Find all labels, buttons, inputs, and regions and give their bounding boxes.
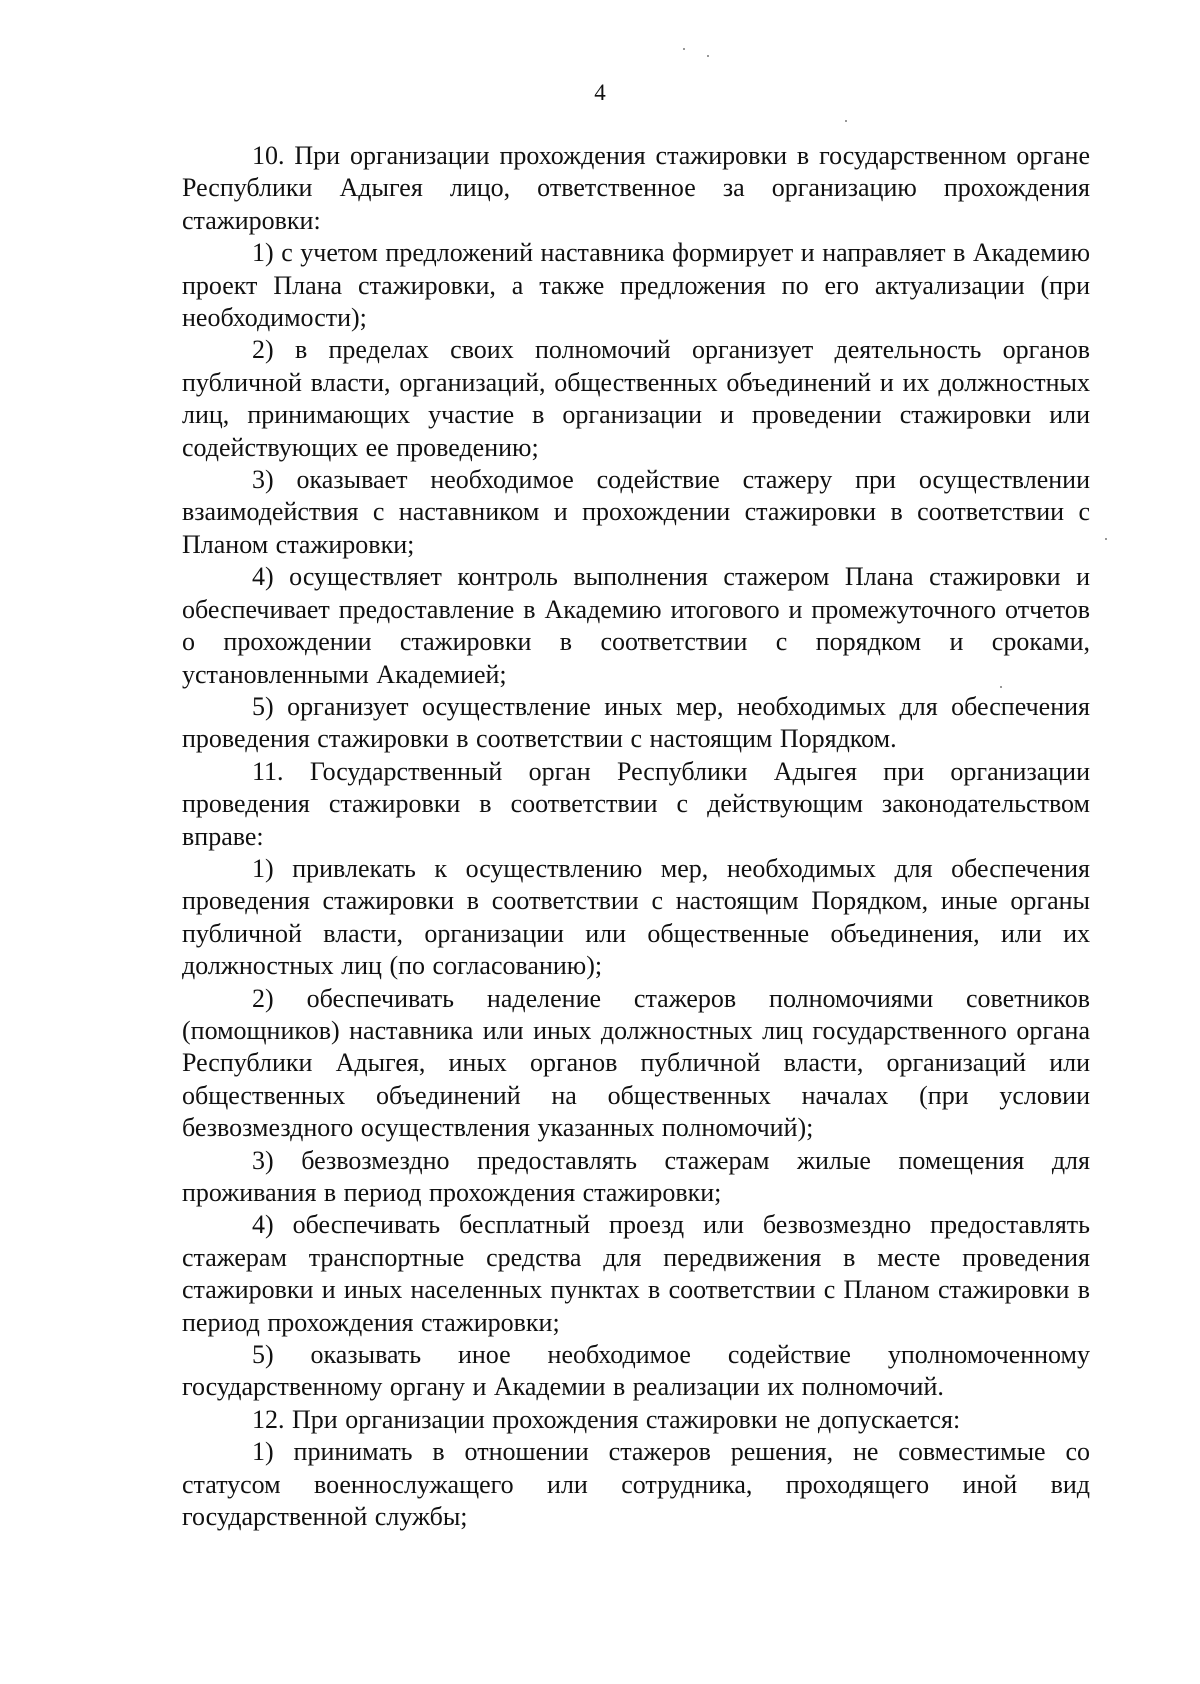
paragraph-10-intro: 10. При организации прохождения стажировки в государственном органе Республики Адыгея лицо, ответственное за организацию прохождения стажировки:: [182, 141, 1090, 235]
paragraph-10-item-1: 1) с учетом предложений наставника формирует и направляет в Академию проект Плана стажировки, а также предложения по его актуализации (при необходимости);: [182, 238, 1090, 333]
paragraph-12-item-1: 1) принимать в отношении стажеров решения, не совместимые со статусом военнослужащего или сотрудника, проходящего иной вид государственной службы;: [182, 1437, 1090, 1532]
paragraph-11-item-4: 4) обеспечивать бесплатный проезд или безвозмездно предоставлять стажерам транспортные средства для передвижения в месте проведения стажировки и иных населенных пунктах в соответствии с Планом стажировки в период прохождения стажировки;: [182, 1210, 1090, 1337]
page-number: 4: [594, 80, 606, 105]
paragraph-12-intro: 12. При организации прохождения стажировки не допускается:: [252, 1404, 961, 1434]
paragraph-10-item-3: 3) оказывает необходимое содействие стажеру при осуществлении взаимодействия с наставником и прохождении стажировки в соответствии с Планом стажировки;: [182, 465, 1090, 559]
paragraph-11-item-2: 2) обеспечивать наделение стажеров полномочиями советников (помощников) наставника или иных должностных лиц государственного органа Республики Адыгея, иных органов публичной власти, организаций или общественных объединений на общественных началах (при условии безвозмездного осуществления указанных полномочий);: [182, 983, 1090, 1143]
scan-speck: [1000, 686, 1002, 688]
scan-speck: [683, 48, 685, 50]
paragraph-10-item-4: 4) осуществляет контроль выполнения стажером Плана стажировки и обеспечивает предоставление в Академию итогового и промежуточного отчетов о прохождении стажировки в соответствии с порядком и сроками, установленными Академией;: [182, 562, 1090, 689]
paragraph-11-intro: 11. Государственный орган Республики Адыгея при организации проведения стажировки в соответствии с действующим законодательством вправе:: [182, 756, 1090, 851]
scan-speck: [845, 120, 847, 122]
paragraph-10-item-2: 2) в пределах своих полномочий организует деятельность органов публичной власти, организаций, общественных объединений и их должностных лиц, принимающих участие в организации и проведении стажировки или содействующих ее проведению;: [182, 335, 1090, 462]
document-body: [182, 140, 1090, 1533]
paragraph-11-item-3: 3) безвозмездно предоставлять стажерам жилые помещения для проживания в период прохождения стажировки;: [182, 1145, 1090, 1207]
scan-speck: [707, 55, 709, 57]
paragraph-11-item-5: 5) оказывать иное необходимое содействие уполномоченному государственному органу и Академии в реализации их полномочий.: [182, 1340, 1090, 1402]
paragraph-11-item-1: 1) привлекать к осуществлению мер, необходимых для обеспечения проведения стажировки в соответствии с настоящим Порядком, иные органы публичной власти, организации или общественные объединения, или их должностных лиц (по согласованию);: [182, 853, 1090, 981]
scan-speck: [1105, 538, 1107, 540]
paragraph-10-item-5: 5) организует осуществление иных мер, необходимых для обеспечения проведения стажировки в соответствии с настоящим Порядком.: [182, 691, 1090, 754]
